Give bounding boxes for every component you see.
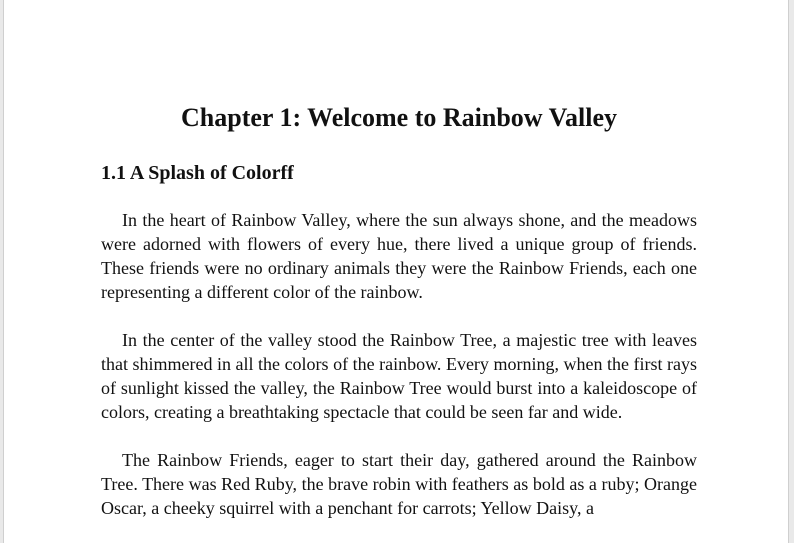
- paragraph-3: The Rainbow Friends, eager to start their day, gathered around the Rainbow Tree. There was Red Ruby, the brave robin with feathers as bold as a ruby; Orange Oscar, a cheeky squirrel with a penchant for carrots; Yellow Daisy, a: [101, 450, 697, 518]
- chapter-title: Chapter 1: Welcome to Rainbow Valley: [181, 103, 617, 132]
- paragraph-2: In the center of the valley stood the Rainbow Tree, a majestic tree with leaves that shimmered in all the colors of the rainbow. Every morning, when the first rays of sunlight kissed the valley, the Rainbow Tree would burst into a kaleidoscope of colors, creating a breathtaking spectacle that could be seen far and wide.: [101, 330, 697, 422]
- paragraph-1: In the heart of Rainbow Valley, where the sun always shone, and the meadows were adorned with flowers of every hue, there lived a unique group of friends. These friends were no ordinary animals they were the Rainbow Friends, each one representing a different color of the rainbow.: [101, 210, 697, 302]
- section-title: 1.1 A Splash of Colorff: [101, 162, 294, 184]
- document-page: [3, 0, 789, 543]
- page-content: [101, 100, 697, 520]
